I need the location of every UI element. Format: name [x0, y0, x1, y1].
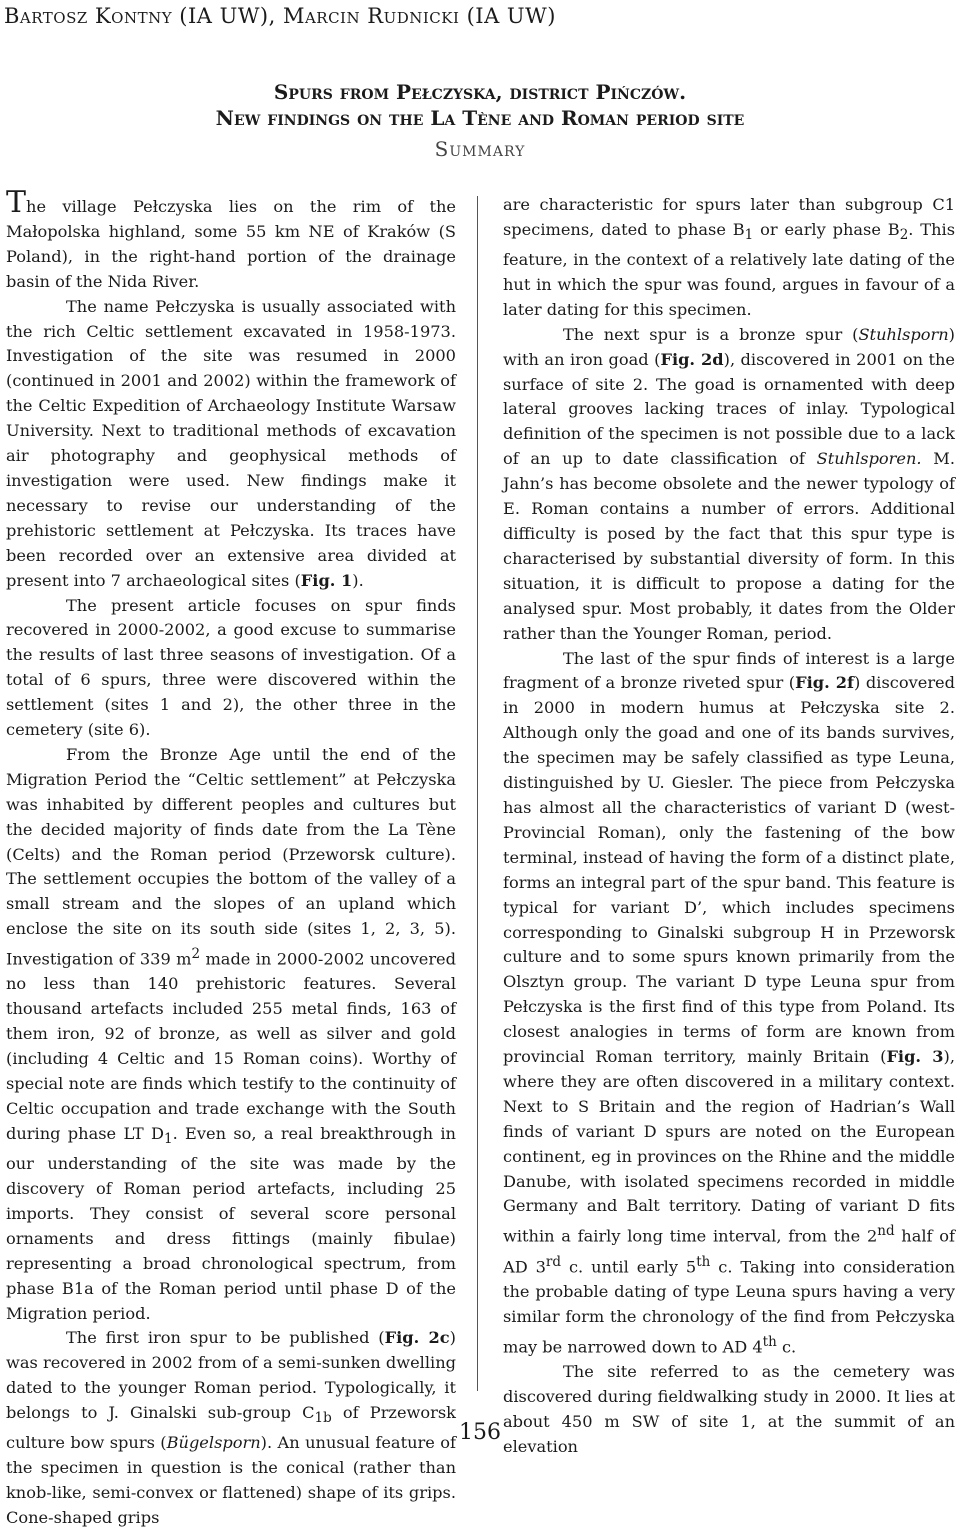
paragraph-text: The first iron spur to be published ( [66, 1328, 385, 1348]
figure-reference: Fig. 2f [795, 673, 855, 693]
paragraph-text: ), where they are often discovered in a military context. Next to S Britain and the region of Hadrian’s Wall finds of variant D spurs are noted on the European continent, eg in provinces on the Rhine and the middle Danube, with isolated specimens recorded in middle Germany and Balt territory. Dating of variant D fits within a fairly long time interval, from the 2 [503, 1047, 956, 1246]
paragraph [503, 323, 955, 647]
paragraph-text: From the Bronze Age until the end of the Migration Period the “Celtic settlement” at Pełczyska was inhabited by different peoples and cultures but the decided majority of finds date from the La Tène (Celts) and the Roman period (Przeworsk culture). The settlement occupies the bottom of the valley of a small stream and the slopes of an upland which enclose the site on its south side (sites 1, 2, 3, 5). Investigation of 339 m [6, 744, 456, 969]
paragraph-text: ). An unusual feature of the specimen in question is the conical (rather than knob-like, semi-convex or flattened) shape of its grips. Cone-shaped grips [6, 1433, 456, 1527]
drop-cap: T [6, 185, 27, 220]
paragraph [6, 295, 456, 594]
paragraph-text: The present article focuses on spur finds recovered in 2000-2002, a good excuse to summarise the results of last three seasons of investigation. Of a total of 6 spurs, three were discovered within the settlement (sites 1 and 2), the other three in the cemetery (site 6). [6, 595, 456, 740]
paragraph-text: c. Taking into consideration the probable dating of type Leuna spurs having a very similar form the chronology of the find from Pełczyska may be narrowed down to AD 4 [503, 1257, 955, 1357]
superscript: th [762, 1333, 777, 1350]
running-header: Bartosz Kontny (IA UW), Marcin Rudnicki (IA UW) [4, 4, 556, 28]
paragraph-text: c. [776, 1337, 797, 1357]
paragraph-text: . This feature, in the context of a relatively late dating of the hut in which the spur was found, argues in favour of a later dating for this specimen. [503, 219, 956, 319]
paragraph-text: ) with an iron goad ( [503, 324, 955, 369]
paragraph-text: are characteristic for spurs later than subgroup C1 specimens, dated to phase B [503, 195, 955, 239]
paragraph-text: . Even so, a real breakthrough in our understanding of the site was made by the discovery of Roman period artefacts, including 25 imports. They consist of several score personal ornaments and dress fittings (mainly fibulae) representing a broad chronological spectrum, from phase B1a of the Roman period until phase D of the Migration period. [6, 1123, 456, 1323]
italic-term: Bügelsporn [166, 1433, 261, 1453]
paragraph-text: he village Pełczyska lies on the rim of the Małopolska highland, some 55 km NE of Kraków (S Poland), in the right-hand portion of the drainage basin of the Nida River. [6, 197, 456, 291]
paragraph-text: The name Pełczyska is usually associated with the rich Celtic settlement excavated in 1958-1973. Investigation of the site was resumed in 2000 (continued in 2001 and 2002) within the framework of the Celtic Expedition of Archaeology Institute Warsaw University. Next to traditional methods of excavation air photography and geophysical methods of investigation were used. New findings make it necessary to revise our understanding of the prehistoric settlement at Pełczyska. Its traces have been recorded over an extensive area divided at present into 7 archaeological sites ( [6, 296, 456, 590]
paragraph-text: M. Jahn’s has become obsolete and the newer typology of E. Roman contains a number of errors. Additional difficulty is posed by the fact that this spur type is characterised by substantial diversity of form. In this situation, it is difficult to propose a dating for the analysed spur. Most probably, it dates from the Older rather than the Younger Roman, period. [503, 449, 955, 643]
paragraph [503, 193, 955, 323]
superscript: 2 [191, 946, 201, 963]
column-divider [477, 196, 478, 1391]
paragraph [503, 647, 955, 1361]
paragraph [6, 185, 456, 295]
subscript: 2 [899, 227, 909, 244]
subscript: 1b [314, 1410, 332, 1427]
italic-term: Stuhlsporen. [816, 449, 922, 469]
right-column [503, 193, 955, 1460]
article-title-line-1: Spurs from Pełczyska, district Pińczów. [273, 80, 687, 104]
figure-reference: Fig. 2c [384, 1328, 450, 1348]
italic-term: Stuhlsporn [858, 324, 949, 344]
paragraph-text: made in 2000-2002 uncovered no less than 140 prehistoric features. Several thousand artefacts included 255 metal finds, 163 of them iron, 92 of bronze, as well as silver and gold (including 4 Celtic and 15 Roman coins). Worthy of special note are finds which testify to the continuity of Celtic occupation and trade exchange with the South during phase LT D [6, 949, 457, 1143]
paragraph-text: ). [352, 570, 364, 590]
superscript: rd [545, 1253, 562, 1270]
page-number: 156 [459, 1420, 501, 1445]
summary-heading: Summary [434, 137, 526, 161]
paragraph-text: The last of the spur finds of interest is a large fragment of a bronze riveted spur ( [503, 648, 955, 693]
paragraph-text: of Przeworsk culture bow spurs ( [6, 1403, 456, 1453]
subscript: 1 [163, 1131, 173, 1148]
paragraph-text: or early phase B [753, 219, 900, 239]
subscript: 1 [744, 227, 754, 244]
paragraph-text: half of AD 3 [503, 1226, 955, 1277]
paragraph-text: ), discovered in 2001 on the surface of site 2. The goad is ornamented with deep lateral grooves lacking traces of inlay. Typological definition of the specimen is not possible due to a lack of an up to date classification of [503, 349, 955, 469]
article-title-line-2: New findings on the La Tène and Roman period site [215, 106, 745, 130]
paragraph-text: ) discovered in 2000 in modern humus at Pełczyska site 2. Although only the goad and one of its bands survives, the specimen may be safely classified as type Leuna, distinguished by U. Giesler. The piece from Pełczyska has almost all the characteristics of variant D (west-Provincial Roman), only the fastening of the bow terminal, instead of having the form of a distinct plate, forms an integral part of the spur band. This feature is typical for variant D’, which includes specimens corresponding to Ginalski subgroup H in Przeworsk culture and to some spurs known primarily from the Olsztyn group. The variant D type Leuna spur from Pełczyska is the first find of this type from Poland. Its closest analogies in terms of form are known from provincial Roman territory, mainly Britain ( [503, 673, 955, 1067]
paragraph-text: c. until early 5 [561, 1257, 697, 1277]
figure-reference: Fig. 1 [300, 570, 353, 590]
left-column [6, 185, 457, 1531]
paragraph [6, 743, 456, 1326]
paragraph [6, 594, 456, 743]
paragraph-text: ) was recovered in 2002 from of a semi-sunken dwelling dated to the younger Roman period. Typologically, it belongs to J. Ginalski sub-group C [6, 1328, 456, 1423]
paragraph-text: The next spur is a bronze spur ( [563, 324, 859, 344]
paragraph-text: The site referred to as the cemetery was discovered during fieldwalking study in 2000. It lies at about 450 m SW of site 1, at the summit of an elevation [503, 1362, 955, 1456]
superscript: nd [877, 1223, 895, 1240]
figure-reference: Fig. 2d [660, 349, 724, 369]
superscript: th [696, 1253, 711, 1270]
figure-reference: Fig. 3 [886, 1047, 944, 1067]
